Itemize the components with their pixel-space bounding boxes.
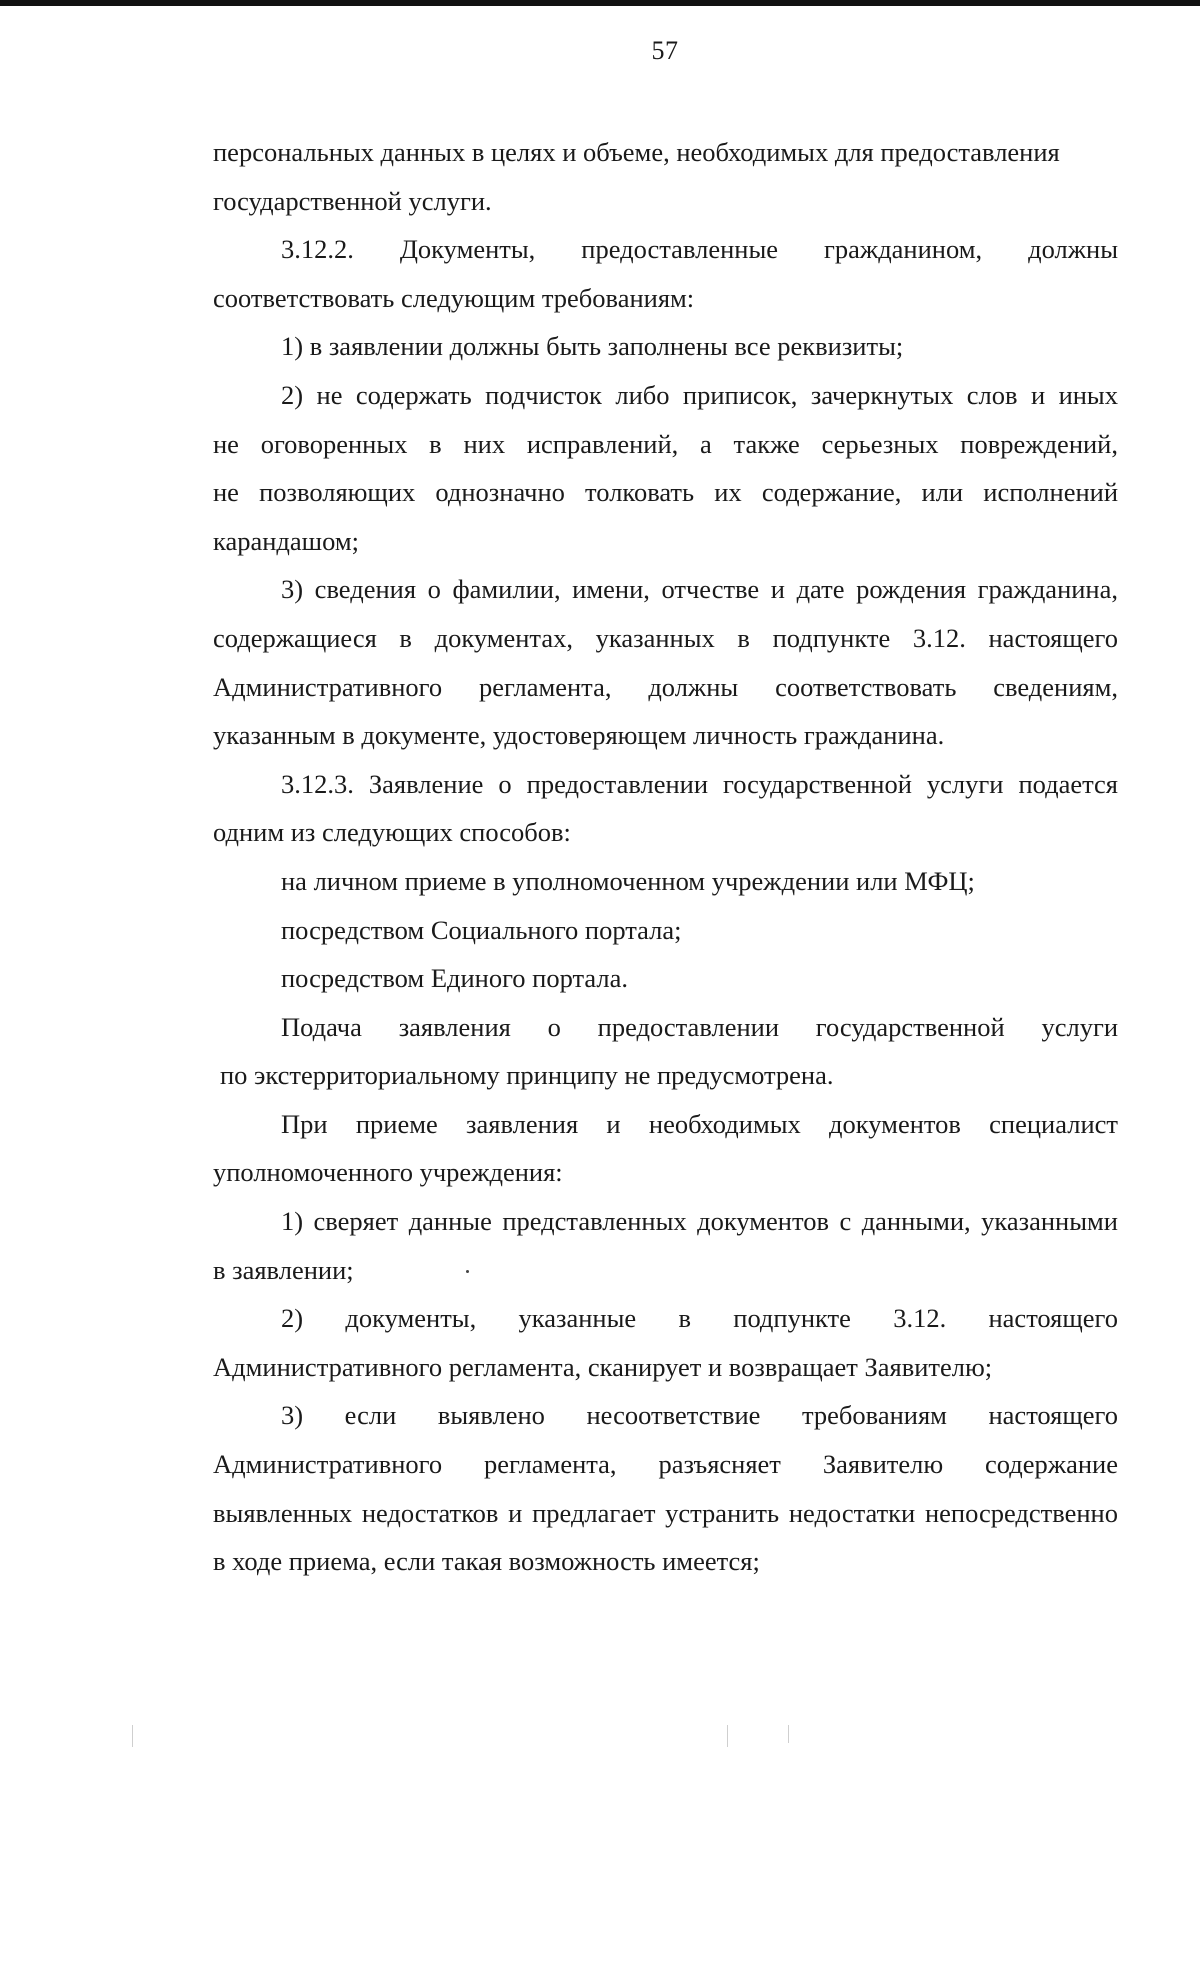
paragraph-submission-start: Подача заявления о предоставлении государственной услуги xyxy=(281,1011,1118,1042)
text-line: Административного регламента, должны соответствовать сведениям, xyxy=(213,671,1118,702)
text-line: в заявлении; xyxy=(213,1254,354,1285)
text-line: в ходе приема, если такая возможность имеется; xyxy=(213,1546,760,1577)
paragraph-3-12-2-start: 3.12.2. Документы, предоставленные гражданином, должны xyxy=(281,234,1118,265)
list-item-2-start: 2) не содержать подчисток либо приписок, зачеркнутых слов и иных xyxy=(281,379,1118,410)
text-line: не позволяющих однозначно толковать их содержание, или исполнений xyxy=(213,477,1118,508)
list-item-1: 1) в заявлении должны быть заполнены все реквизиты; xyxy=(281,331,904,362)
method-item-unified-portal: посредством Единого портала. xyxy=(281,963,629,994)
method-item-personal: на личном приеме в уполномоченном учреждении или МФЦ; xyxy=(281,865,975,896)
paragraph-3-12-3-start: 3.12.3. Заявление о предоставлении государственной услуги подается xyxy=(281,768,1118,799)
method-item-social-portal: посредством Социального портала; xyxy=(281,914,682,945)
list-item-3-start: 3) сведения о фамилии, имени, отчестве и дате рождения гражданина, xyxy=(281,574,1118,605)
scan-speck xyxy=(466,1270,469,1273)
paragraph-reception-start: При приеме заявления и необходимых документов специалист xyxy=(281,1108,1118,1139)
scan-artifact-center xyxy=(727,1725,728,1747)
scan-artifact-right xyxy=(788,1725,789,1743)
text-line: указанным в документе, удостоверяющем личность гражданина. xyxy=(213,720,945,751)
text-line: содержащиеся в документах, указанных в подпункте 3.12. настоящего xyxy=(213,622,1118,653)
text-line: персональных данных в целях и объеме, необходимых для предоставления xyxy=(213,137,1060,167)
reception-item-2-start: 2) документы, указанные в подпункте 3.12. настоящего xyxy=(281,1303,1118,1334)
text-line: по экстерриториальному принципу не предусмотрена. xyxy=(220,1060,834,1091)
scan-artifact-left xyxy=(132,1725,133,1747)
text-line: карандашом; xyxy=(213,525,359,556)
document-body xyxy=(213,128,1118,1586)
text-line: одним из следующих способов: xyxy=(213,817,571,848)
text-line: уполномоченного учреждения: xyxy=(213,1157,563,1188)
reception-item-3-start: 3) если выявлено несоответствие требованиям настоящего xyxy=(281,1400,1118,1431)
text-line: Административного регламента, сканирует и возвращает Заявителю; xyxy=(213,1351,993,1382)
text-line: государственной услуги. xyxy=(213,185,492,216)
text-line: выявленных недостатков и предлагает устранить недостатки непосредственно xyxy=(213,1497,1118,1528)
reception-item-1-start: 1) сверяет данные представленных документов с данными, указанными xyxy=(281,1206,1118,1237)
text-line: Административного регламента, разъясняет Заявителю содержание xyxy=(213,1449,1118,1480)
scan-top-border xyxy=(0,0,1200,6)
page-number: 57 xyxy=(651,36,679,65)
text-line: не оговоренных в них исправлений, а также серьезных повреждений, xyxy=(213,428,1118,459)
text-line: соответствовать следующим требованиям: xyxy=(213,282,695,313)
